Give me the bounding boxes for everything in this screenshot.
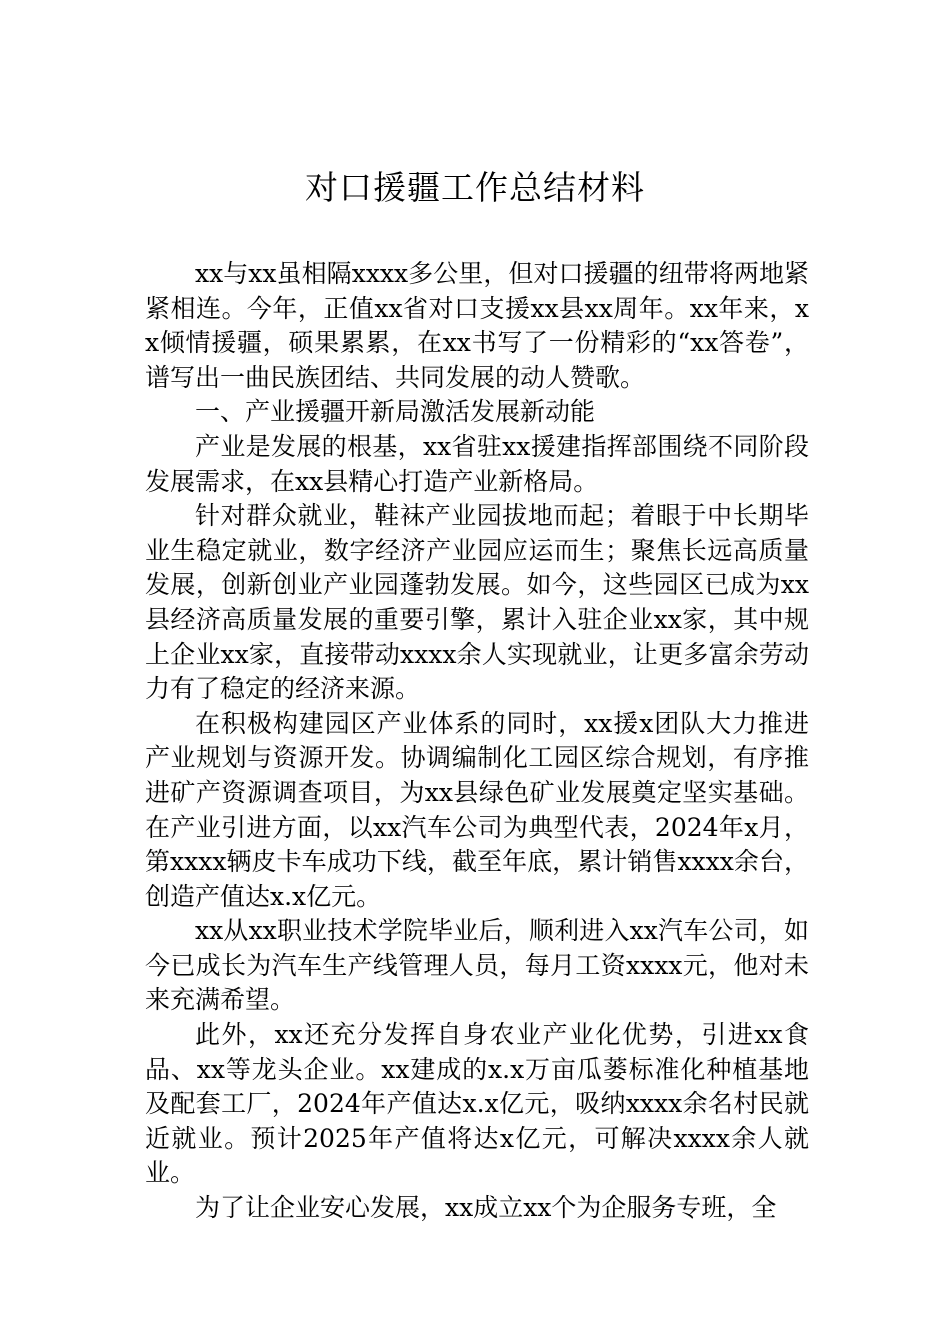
paragraph-agriculture: 此外，xx还充分发挥自身农业产业化优势，引进xx食品、xx等龙头企业。xx建成的x.x万亩瓜蒌标准化种植基地及配套工厂，2024年产值达x.x亿元，吸纳xxxx余名村民就近就业。预计2025年产值将达x亿元，可解决xxxx余人就业。 xyxy=(145,1020,809,1188)
paragraph-intro: xx与xx虽相隔xxxx多公里，但对口援疆的纽带将两地紧紧相连。今年，正值xx省对口支援xx县xx周年。xx年来，xx倾情援疆，硕果累累，在xx书写了一份精彩的“xx答卷”，谱写出一曲民族团结、共同发展的动人赞歌。 xyxy=(145,259,809,392)
section-heading-industry: 一、产业援疆开新局激活发展新动能 xyxy=(195,397,596,427)
document-title: 对口援疆工作总结材料 xyxy=(305,168,645,207)
paragraph-enterprise-service: 为了让企业安心发展，xx成立xx个为企服务专班，全 xyxy=(195,1193,777,1223)
paragraph-industrial-parks: 针对群众就业，鞋袜产业园拔地而起；着眼于中长期毕业生稳定就业，数字经济产业园应运而生；聚焦长远高质量发展，创新创业产业园蓬勃发展。如今，这些园区已成为xx县经济高质量发展的重要引擎，累计入驻企业xx家，其中规上企业xx家，直接带动xxxx余人实现就业，让更多富余劳动力有了稳定的经济来源。 xyxy=(145,501,809,704)
paragraph-graduate-story: xx从xx职业技术学院毕业后，顺利进入xx汽车公司，如今已成长为汽车生产线管理人员，每月工资xxxx元，他对未来充满希望。 xyxy=(145,916,809,1015)
document-body xyxy=(145,257,809,1226)
paragraph-planning-resources: 在积极构建园区产业体系的同时，xx援x团队大力推进产业规划与资源开发。协调编制化工园区综合规划，有序推进矿产资源调查项目，为xx县绿色矿业发展奠定坚实基础。在产业引进方面，以xx汽车公司为典型代表，2024年x月，第xxxx辆皮卡车成功下线，截至年底，累计销售xxxx余台，创造产值达x.x亿元。 xyxy=(145,708,809,911)
paragraph-industry-foundation: 产业是发展的根基，xx省驻xx援建指挥部围绕不同阶段发展需求，在xx县精心打造产业新格局。 xyxy=(145,431,809,496)
